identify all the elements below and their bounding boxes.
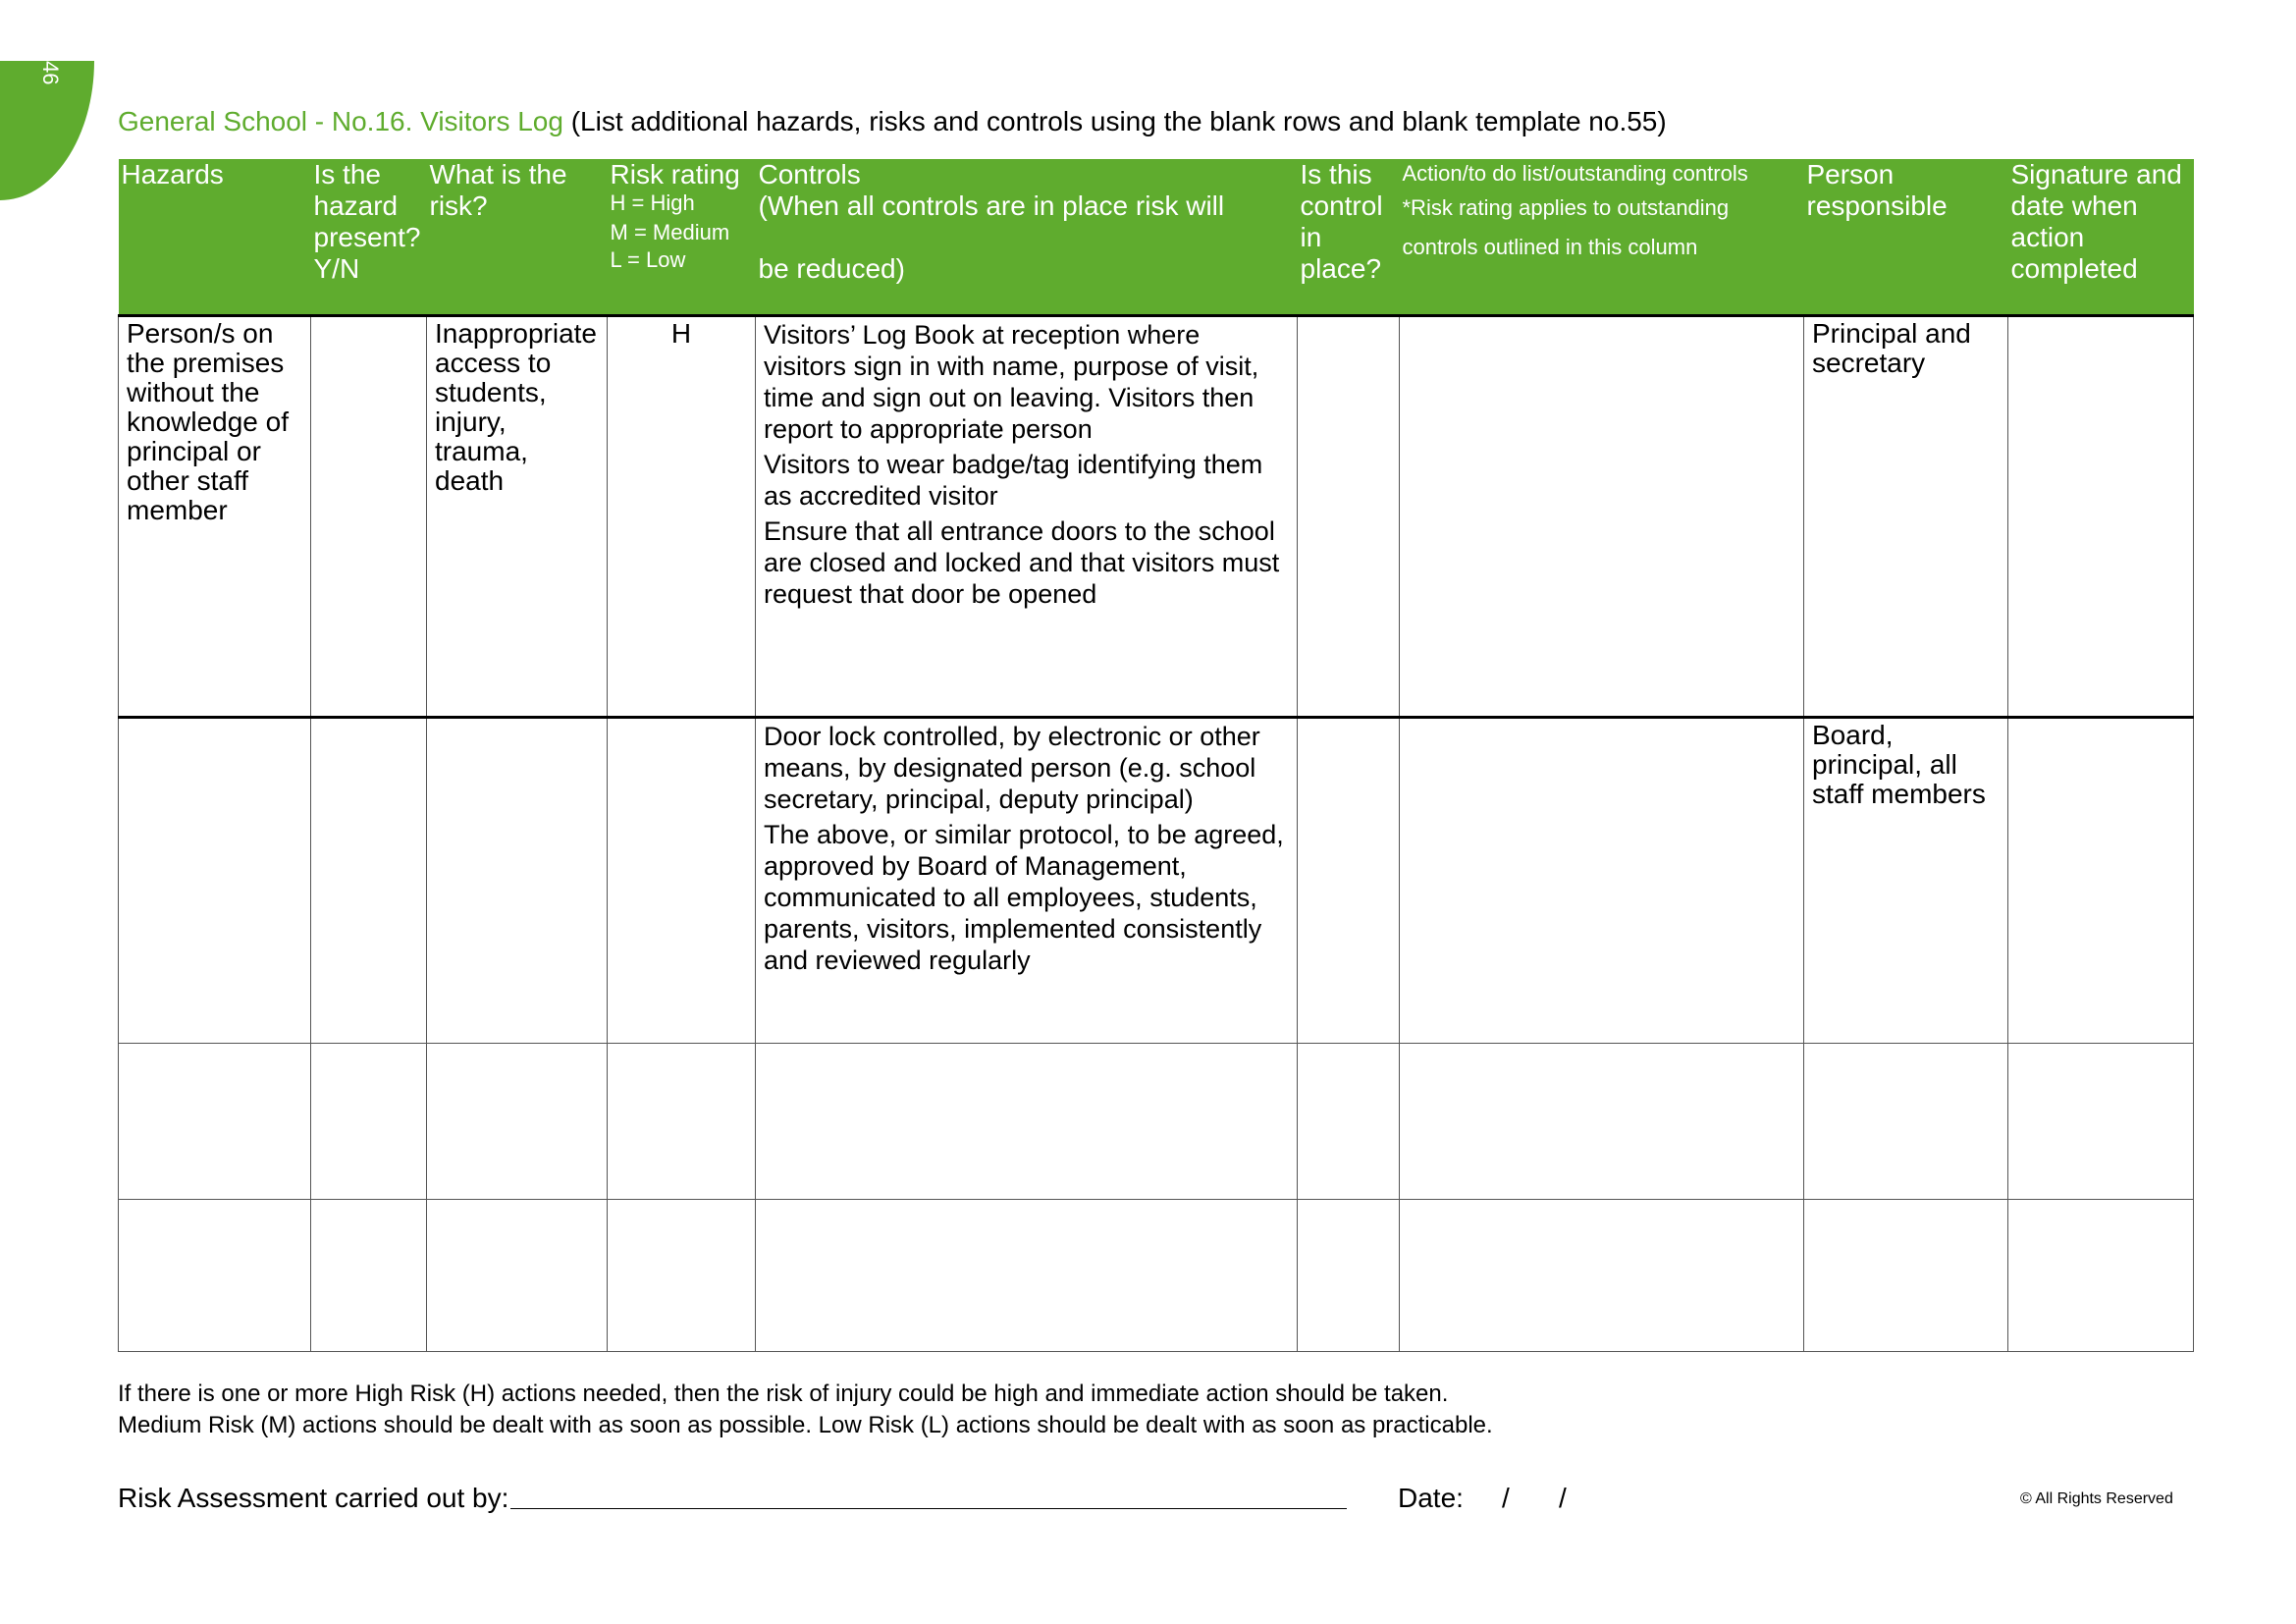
header-controls-sub1: (When all controls are in place risk will [758, 190, 1225, 221]
header-controls-sub2: be reduced) [758, 253, 905, 284]
blank-cell[interactable] [1400, 1044, 1804, 1200]
header-rating [608, 159, 756, 316]
page-number: 46 [38, 61, 63, 85]
header-rating-high: H = High [610, 190, 695, 215]
blank-cell[interactable] [427, 1044, 608, 1200]
control-item: Visitors to wear badge/tag identifying them as accredited visitor [764, 450, 1263, 511]
blank-cell[interactable] [311, 1044, 427, 1200]
risk-notes [118, 1379, 1493, 1441]
cell-controls [756, 316, 1298, 718]
blank-cell[interactable] [1804, 1200, 2008, 1352]
table-row [119, 718, 2194, 1044]
blank-cell[interactable] [2008, 1044, 2194, 1200]
blank-cell[interactable] [119, 1044, 311, 1200]
blank-cell[interactable] [608, 1044, 756, 1200]
header-controls-title: Controls [758, 159, 861, 189]
blank-cell[interactable] [427, 1200, 608, 1352]
cell-present [311, 718, 427, 1044]
control-item: Visitors’ Log Book at reception where visitors sign in with name, purpose of visit, time and sign out on leaving. Visitors then report to appropriate person [764, 320, 1259, 444]
cell-signature [2008, 718, 2194, 1044]
header-present: Is the hazard present? Y/N [311, 159, 427, 316]
blank-cell[interactable] [119, 1200, 311, 1352]
control-item: The above, or similar protocol, to be agreed, approved by Board of Management, communicated to all employees, students, parents, visitors, implemented consistently and reviewed regularly [764, 820, 1284, 975]
header-action [1400, 159, 1804, 316]
blank-cell[interactable] [1400, 1200, 1804, 1352]
blank-cell[interactable] [608, 1200, 756, 1352]
carried-out-by-label: Risk Assessment carried out by: [118, 1483, 509, 1513]
blank-cell[interactable] [311, 1200, 427, 1352]
cell-controls [756, 718, 1298, 1044]
cell-risk [427, 718, 608, 1044]
cell-hazard: Person/s on the premises without the knowledge of principal or other staff member [119, 316, 311, 718]
cell-present [311, 316, 427, 718]
title-main: General School - No.16. Visitors Log [118, 106, 563, 136]
cell-person: Board, principal, all staff members [1804, 718, 2008, 1044]
date-label: Date: [1398, 1483, 1464, 1513]
page-title [118, 106, 1667, 137]
note-line-2: Medium Risk (M) actions should be dealt with as soon as possible. Low Risk (L) actions should be dealt with as soon as practicable. [118, 1412, 1493, 1438]
table-row [119, 316, 2194, 718]
control-item: Door lock controlled, by electronic or other means, by designated person (e.g. school secretary, principal, deputy principal) [764, 722, 1260, 814]
header-action-3: controls outlined in this column [1402, 235, 1698, 259]
cell-risk: Inappropriate access to students, injury, trauma, death [427, 316, 608, 718]
header-rating-medium: M = Medium [610, 220, 730, 244]
control-item: Ensure that all entrance doors to the school are closed and locked and that visitors must request that door be opened [764, 516, 1280, 609]
blank-row [119, 1044, 2194, 1200]
header-signature: Signature and date when action completed [2008, 159, 2194, 316]
cell-action [1400, 316, 1804, 718]
blank-cell[interactable] [2008, 1200, 2194, 1352]
blank-cell[interactable] [756, 1044, 1298, 1200]
cell-action [1400, 718, 1804, 1044]
blank-cell[interactable] [1804, 1044, 2008, 1200]
cell-rating: H [608, 316, 756, 718]
header-rating-title: Risk rating [610, 159, 740, 189]
header-hazards: Hazards [119, 159, 311, 316]
header-person: Person responsible [1804, 159, 2008, 316]
date-slash: / [1502, 1483, 1510, 1513]
cell-hazard [119, 718, 311, 1044]
cell-signature [2008, 316, 2194, 718]
header-rating-low: L = Low [610, 247, 686, 272]
title-instructions: (List additional hazards, risks and controls using the blank rows and blank template no.55) [562, 106, 1667, 136]
date-slash: / [1559, 1483, 1567, 1513]
header-action-2: *Risk rating applies to outstanding [1402, 195, 1730, 220]
blank-row [119, 1200, 2194, 1352]
header-risk: What is the risk? [427, 159, 608, 316]
cell-person: Principal and secretary [1804, 316, 2008, 718]
visitors-log-table [118, 159, 2194, 1352]
header-controls [756, 159, 1298, 316]
header-action-1: Action/to do list/outstanding controls [1402, 161, 1748, 186]
cell-in-place [1298, 316, 1400, 718]
blank-cell[interactable] [1298, 1200, 1400, 1352]
note-line-1: If there is one or more High Risk (H) actions needed, then the risk of injury could be high and immediate action should be taken. [118, 1380, 1449, 1407]
table-header-row [119, 159, 2194, 316]
blank-cell[interactable] [1298, 1044, 1400, 1200]
blank-cell[interactable] [756, 1200, 1298, 1352]
header-in-place: Is this control in place? [1298, 159, 1400, 316]
cell-in-place [1298, 718, 1400, 1044]
cell-rating [608, 718, 756, 1044]
copyright-notice: © All Rights Reserved [2020, 1490, 2173, 1507]
signature-line[interactable] [510, 1508, 1347, 1509]
